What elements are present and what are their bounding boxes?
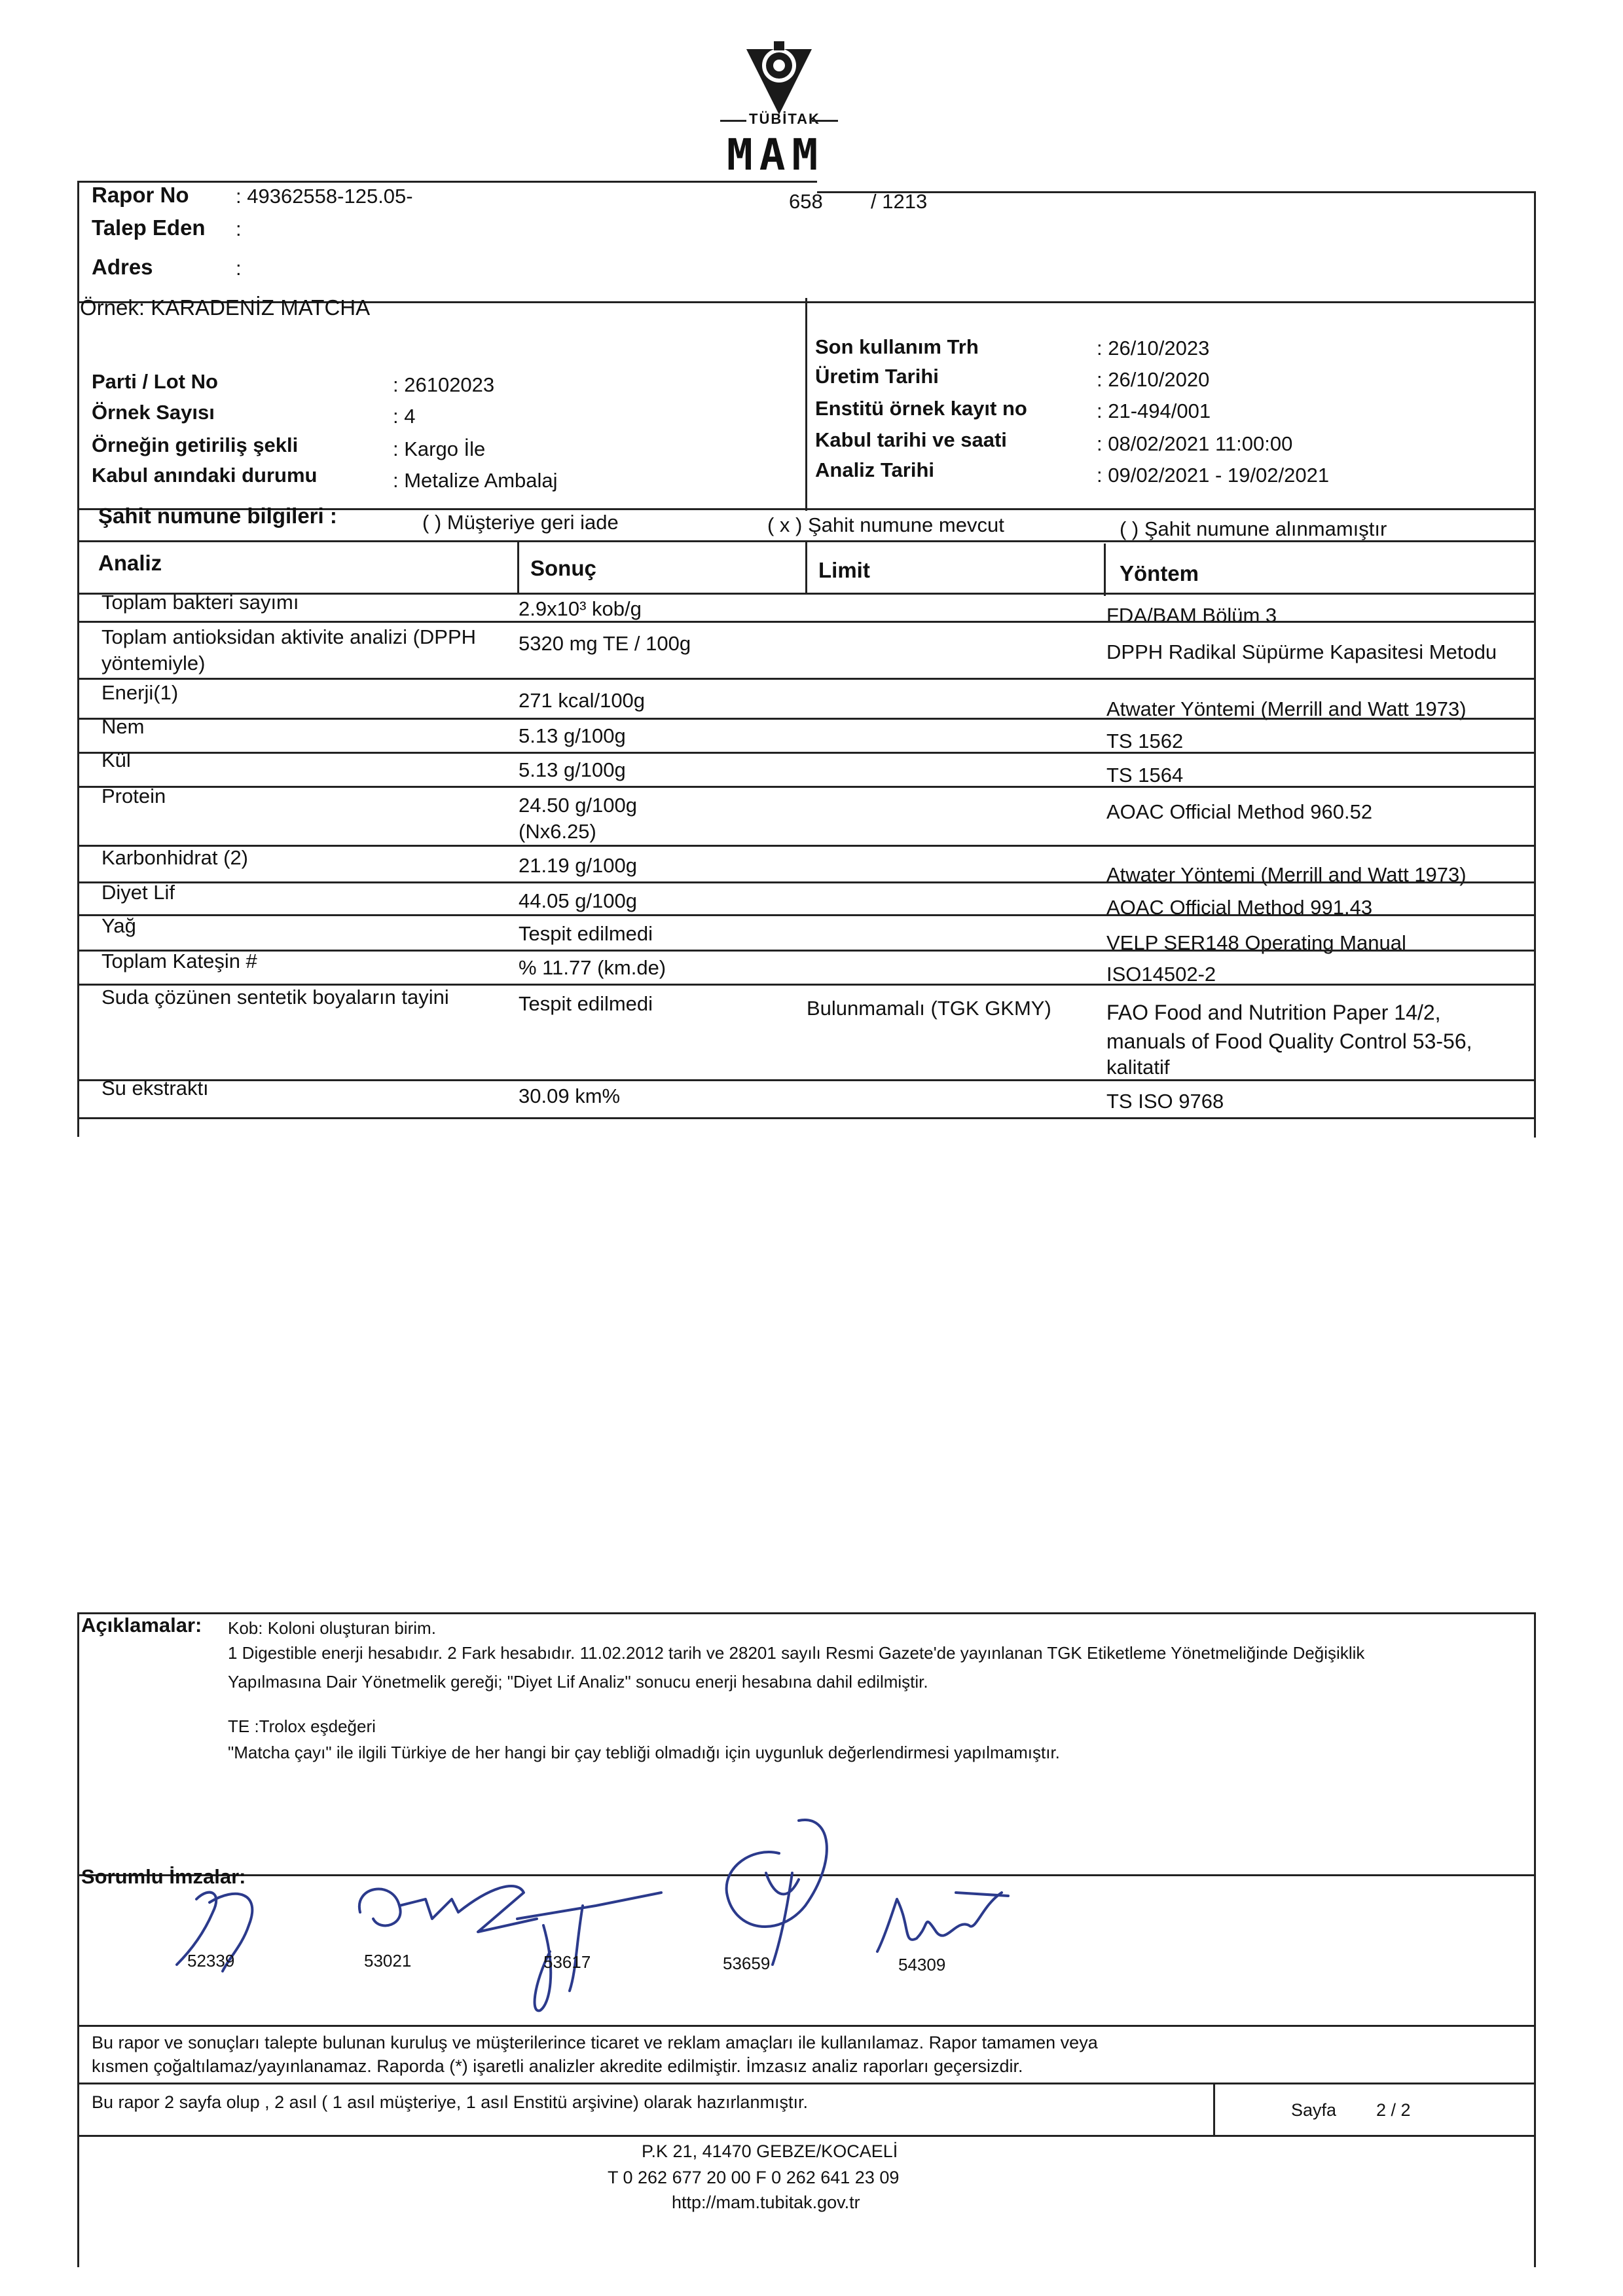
table-cell-sonuc-cont: (Nx6.25) <box>519 820 596 843</box>
copies-note: Bu rapor 2 sayfa olup , 2 asıl ( 1 asıl müşteriye, 1 asıl Enstitü arşivine) olarak hazırlanmıştır. <box>92 2092 808 2112</box>
table-cell-yontem: FAO Food and Nutrition Paper 14/2, <box>1106 1001 1441 1024</box>
table-cell-yontem-cont2: kalitatif <box>1106 1056 1170 1079</box>
lot-no-label: Parti / Lot No <box>92 370 218 393</box>
ornek-sayisi-value: : 4 <box>393 405 416 428</box>
table-cell-sonuc: 30.09 km% <box>519 1084 621 1107</box>
table-row: Kül <box>101 749 131 771</box>
page-number: 2 / 2 <box>1376 2100 1411 2120</box>
note-line-5: "Matcha çayı" ile ilgili Türkiye de her hangi bir çay tebliği olmadığı için uygunluk değerlendirmesi yapılmamıştır. <box>228 1743 1060 1762</box>
adres-label: Adres <box>92 255 153 279</box>
note-line-4: TE :Trolox eşdeğeri <box>228 1716 376 1736</box>
table-cell-sonuc: 271 kcal/100g <box>519 689 646 712</box>
logo-org-small: TÜBİTAK <box>749 111 820 127</box>
getirilis-value: : Kargo İle <box>393 437 486 460</box>
tubitak-emblem-icon <box>720 36 838 121</box>
ornek-line: Örnek: KARADENİZ MATCHA <box>80 295 371 320</box>
kabul-tarihi-value: : 08/02/2021 11:00:00 <box>1097 432 1293 455</box>
table-cell-yontem: AOAC Official Method 960.52 <box>1106 800 1373 823</box>
table-cell-analiz-cont: yöntemiyle) <box>101 652 206 675</box>
signature-id-4: 53659 <box>723 1953 771 1973</box>
note-line-3: Yapılmasına Dair Yönetmelik gereği; "Diyet Lif Analiz" sonucu enerji hesabına dahil edilmiştir. <box>228 1672 928 1692</box>
footer-address: P.K 21, 41470 GEBZE/KOCAELİ <box>642 2141 898 2161</box>
table-row: Toplam bakteri sayımı <box>101 591 299 614</box>
son-kullanim-value: : 26/10/2023 <box>1097 337 1210 360</box>
table-row: Protein <box>101 785 166 807</box>
disclaimer-line-2: kısmen çoğaltılamaz/yayınlanamaz. Raporda (*) işaretli analizler akredite edilmiştir. İmzasız analiz raporları geçersizdir. <box>92 2056 1023 2076</box>
table-row: Diyet Lif <box>101 881 175 904</box>
rapor-no-mid: 658 <box>789 190 823 213</box>
table-row: Enerji(1) <box>101 681 179 704</box>
sahit-option-mevcut: ( x ) Şahit numune mevcut <box>767 513 1004 536</box>
table-cell-yontem: TS 1562 <box>1106 730 1184 752</box>
adres-value: : <box>236 257 242 280</box>
table-cell-sonuc: Tespit edilmedi <box>519 992 653 1015</box>
table-cell-sonuc: 21.19 g/100g <box>519 854 638 877</box>
table-cell-yontem: VELP SER148 Operating Manual <box>1106 931 1406 954</box>
table-cell-sonuc: 44.05 g/100g <box>519 889 638 912</box>
table-row: Yağ <box>101 914 136 937</box>
col-header-analiz: Analiz <box>98 551 162 575</box>
table-cell-yontem-cont: manuals of Food Quality Control 53-56, <box>1106 1029 1472 1053</box>
table-cell-sonuc: 5.13 g/100g <box>519 724 626 747</box>
kabul-durumu-value: : Metalize Ambalaj <box>393 469 558 492</box>
col-header-limit: Limit <box>818 558 870 582</box>
sahit-label: Şahit numune bilgileri : <box>98 504 337 528</box>
tubitak-logo <box>720 36 838 180</box>
table-row: Su ekstraktı <box>101 1077 209 1100</box>
table-cell-yontem: TS 1564 <box>1106 764 1184 787</box>
table-cell-limit: Bulunmamalı (TGK GKMY) <box>807 997 1051 1020</box>
uretim-label: Üretim Tarihi <box>815 365 939 388</box>
getirilis-label: Örneğin getiriliş şekli <box>92 434 299 456</box>
table-row: Suda çözünen sentetik boyaların tayini <box>101 986 449 1009</box>
signature-id-5: 54309 <box>898 1955 946 1974</box>
table-cell-yontem: FDA/BAM Bölüm 3 <box>1106 604 1277 627</box>
signature-id-2: 53021 <box>364 1951 412 1971</box>
uretim-value: : 26/10/2020 <box>1097 368 1210 391</box>
table-cell-yontem: ISO14502-2 <box>1106 963 1216 986</box>
signature-5 <box>858 1879 1015 1965</box>
ornek-sayisi-label: Örnek Sayısı <box>92 401 215 424</box>
disclaimer-line-1: Bu rapor ve sonuçları talepte bulunan kuruluş ve müşterilerince ticaret ve reklam amaçları ile kullanılamaz. Rapor tamamen veya <box>92 2033 1098 2052</box>
table-cell-yontem: Atwater Yöntemi (Merrill and Watt 1973) <box>1106 697 1467 720</box>
lot-no-value: : 26102023 <box>393 373 495 396</box>
signature-4 <box>707 1807 858 1971</box>
table-cell-sonuc: 5.13 g/100g <box>519 758 626 781</box>
table-cell-sonuc: 2.9x10³ kob/g <box>519 597 642 620</box>
talep-eden-value: : <box>236 217 242 240</box>
son-kullanim-label: Son kullanım Trh <box>815 335 979 358</box>
kayit-no-value: : 21-494/001 <box>1097 399 1211 422</box>
note-line-1: Kob: Koloni oluşturan birim. <box>228 1618 436 1638</box>
kabul-durumu-label: Kabul anındaki durumu <box>92 464 318 487</box>
rapor-no-end: / 1213 <box>871 190 928 213</box>
table-row: Toplam antioksidan aktivite analizi (DPPH <box>101 625 477 648</box>
table-row: Nem <box>101 715 145 738</box>
signatures-label: Sorumlu İmzalar: <box>81 1865 246 1888</box>
table-cell-sonuc: 5320 mg TE / 100g <box>519 632 691 655</box>
table-cell-yontem: DPPH Radikal Süpürme Kapasitesi Metodu <box>1106 640 1497 663</box>
table-cell-sonuc: Tespit edilmedi <box>519 922 653 945</box>
table-row: Toplam Kateşin # <box>101 950 257 972</box>
kayit-no-label: Enstitü örnek kayıt no <box>815 397 1027 420</box>
footer-web[interactable]: http://mam.tubitak.gov.tr <box>672 2193 860 2212</box>
sahit-option-alinmamis: ( ) Şahit numune alınmamıştır <box>1120 517 1387 540</box>
talep-eden-label: Talep Eden <box>92 215 206 240</box>
kabul-tarihi-label: Kabul tarihi ve saati <box>815 428 1007 451</box>
signature-id-1: 52339 <box>187 1951 235 1971</box>
footer-phone: T 0 262 677 20 00 F 0 262 641 23 09 <box>608 2168 900 2187</box>
table-cell-yontem: Atwater Yöntemi (Merrill and Watt 1973) <box>1106 863 1467 886</box>
col-header-sonuc: Sonuç <box>530 556 596 580</box>
table-cell-sonuc: % 11.77 (km.de) <box>519 956 666 979</box>
rapor-no-label: Rapor No <box>92 183 189 207</box>
analiz-tarihi-value: : 09/02/2021 - 19/02/2021 <box>1097 464 1330 487</box>
table-cell-yontem: TS ISO 9768 <box>1106 1090 1224 1113</box>
table-row: Karbonhidrat (2) <box>101 846 249 869</box>
table-cell-sonuc: 24.50 g/100g <box>519 794 638 817</box>
signature-id-3: 53617 <box>543 1952 591 1972</box>
page-label: Sayfa <box>1291 2100 1337 2120</box>
logo-org-big: MAM <box>727 130 825 180</box>
col-header-yontem: Yöntem <box>1120 561 1199 585</box>
sahit-option-iade: ( ) Müşteriye geri iade <box>422 511 619 534</box>
notes-label: Açıklamalar: <box>81 1614 202 1637</box>
rapor-no-value: : 49362558-125.05- <box>236 185 413 208</box>
note-line-2: 1 Digestible enerji hesabıdır. 2 Fark hesabıdır. 11.02.2012 tarih ve 28201 sayılı Resmi Gazete'de yayınlanan TGK Etiketleme Yönetmeliğinde Değişiklik <box>228 1643 1365 1663</box>
analiz-tarihi-label: Analiz Tarihi <box>815 458 935 481</box>
table-cell-yontem: AOAC Official Method 991.43 <box>1106 896 1373 919</box>
